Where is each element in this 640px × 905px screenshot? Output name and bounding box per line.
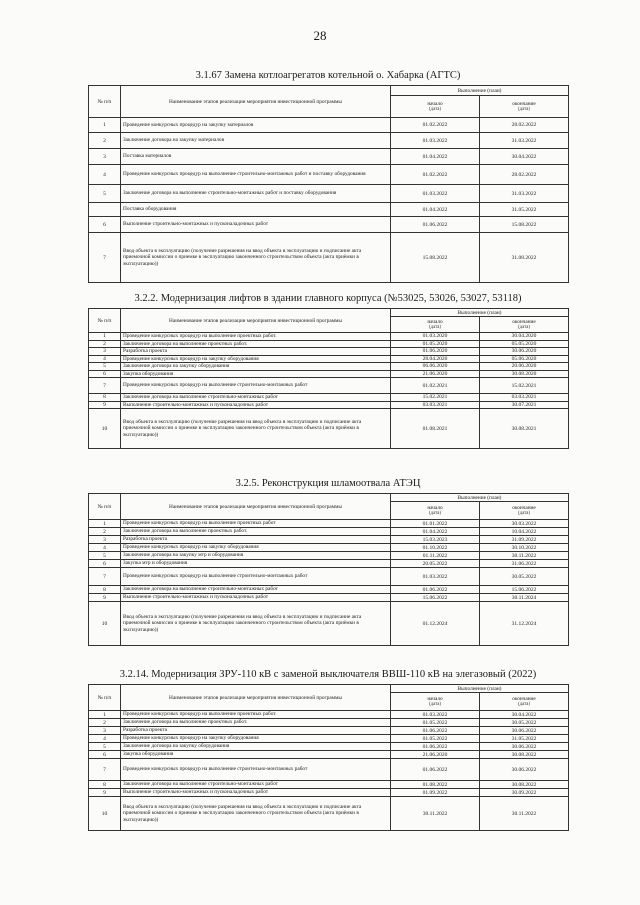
table-row bbox=[89, 602, 569, 646]
stage-name: Выполнение строительно-монтажных и пусконаладочных работ bbox=[121, 401, 391, 409]
col-header-stage-name: Наименование этапов реализации мероприятия инвестиционной программы bbox=[121, 494, 391, 520]
col-header-date-note: (дата) bbox=[429, 701, 441, 707]
stage-name: Заключение договора на закупку оборудования bbox=[121, 743, 391, 751]
row-number: 3 bbox=[89, 149, 121, 165]
row-number: 2 bbox=[89, 133, 121, 149]
start-date: 01.06.2022 bbox=[391, 727, 480, 735]
start-date: 01.11.2022 bbox=[391, 552, 480, 560]
end-date: 31.06.2022 bbox=[480, 560, 569, 568]
row-number: 4 bbox=[89, 355, 121, 363]
start-date: 01.06.2022 bbox=[391, 586, 480, 594]
col-header-start bbox=[391, 317, 480, 333]
row-number: 6 bbox=[89, 217, 121, 233]
row-number: 7 bbox=[89, 233, 121, 283]
start-date: 21.06.2020 bbox=[391, 370, 480, 378]
stage-name: Проведение конкурсных процедур на выполнение строительно-монтажных работ bbox=[121, 378, 391, 394]
end-date: 05.06.2020 bbox=[480, 355, 569, 363]
row-number: 10 bbox=[89, 602, 121, 646]
start-date: 01.01.2022 bbox=[391, 520, 480, 528]
col-header-end-label: окончание bbox=[512, 504, 536, 511]
table-row bbox=[89, 711, 569, 719]
start-date: 01.03.2022 bbox=[391, 185, 480, 203]
start-date: 01.02.2022 bbox=[391, 165, 480, 185]
col-header-start bbox=[391, 693, 480, 711]
section-title: 3.2.14. Модернизация ЗРУ-110 кВ с заменой выключателя ВВШ-110 кВ на элегазовый (2022) bbox=[119, 669, 537, 680]
section-boiler-replacement bbox=[88, 70, 568, 283]
table-row bbox=[89, 149, 569, 165]
end-date: 20.06.2020 bbox=[480, 363, 569, 371]
end-date: 03.03.2021 bbox=[480, 394, 569, 402]
row-number: 9 bbox=[89, 401, 121, 409]
row-number: 6 bbox=[89, 560, 121, 568]
start-date: 01.02.2021 bbox=[391, 378, 480, 394]
end-date: 28.02.2022 bbox=[480, 165, 569, 185]
table-row bbox=[89, 727, 569, 735]
start-date: 01.04.2022 bbox=[391, 203, 480, 217]
row-number: 10 bbox=[89, 409, 121, 449]
table-row bbox=[89, 751, 569, 759]
stage-name: Заключение договора на закупку оборудования bbox=[121, 363, 391, 371]
col-header-start-label: начало bbox=[427, 318, 443, 325]
table-row bbox=[89, 719, 569, 727]
row-number: 2 bbox=[89, 340, 121, 348]
col-header-stage-name: Наименование этапов реализации мероприятия инвестиционной программы bbox=[121, 86, 391, 118]
table-row bbox=[89, 340, 569, 348]
end-date: 15.06.2022 bbox=[480, 586, 569, 594]
section-title: 3.2.2. Модернизация лифтов в здании главного корпуса (№53025, 53026, 53027, 53118) bbox=[134, 293, 522, 304]
stage-name: Заключение договора на выполнение проектных работ. bbox=[121, 719, 391, 727]
start-date: 01.03.2022 bbox=[391, 568, 480, 586]
col-header-date-note: (дата) bbox=[518, 324, 530, 330]
row-number: 3 bbox=[89, 536, 121, 544]
table-row bbox=[89, 401, 569, 409]
end-date: 30.04.2022 bbox=[480, 149, 569, 165]
end-date: 30.11.2022 bbox=[480, 797, 569, 831]
end-date: 30.08.2021 bbox=[480, 409, 569, 449]
stage-name: Выполнение строительно-монтажных и пусконаладочных работ bbox=[121, 789, 391, 797]
col-header-date-note: (дата) bbox=[429, 510, 441, 516]
table-row bbox=[89, 165, 569, 185]
end-date: 31.08.2022 bbox=[480, 233, 569, 283]
start-date: 01.05.2020 bbox=[391, 340, 480, 348]
stage-name: Ввод объекта в эксплуатацию (получение разрешения на ввод объекта в эксплуатацию и подписание акта приемочной комиссии о приемке в эксплуатацию законченного строительством объекта (акта приёмки в эксплуатацию)) bbox=[121, 602, 391, 646]
end-date: 30.06.2022 bbox=[480, 759, 569, 781]
stage-name: Проведение конкурсных процедур на закупку оборудования bbox=[121, 735, 391, 743]
row-number: 4 bbox=[89, 544, 121, 552]
start-date: 01.05.2022 bbox=[391, 735, 480, 743]
end-date: 31.05.2022 bbox=[480, 735, 569, 743]
row-number: 8 bbox=[89, 781, 121, 789]
row-number: 5 bbox=[89, 552, 121, 560]
col-header-number: № п/п bbox=[89, 494, 121, 520]
col-header-end-label: окончание bbox=[512, 100, 536, 107]
stage-name: Разработка проекта bbox=[121, 536, 391, 544]
col-header-end bbox=[480, 96, 569, 118]
stage-name: Проведение конкурсных процедур на закупку оборудования bbox=[121, 544, 391, 552]
table-row bbox=[89, 552, 569, 560]
col-header-number: № п/п bbox=[89, 685, 121, 711]
start-date: 01.12.2024 bbox=[391, 602, 480, 646]
start-date: 01.09.2022 bbox=[391, 789, 480, 797]
end-date: 31.12.2024 bbox=[480, 602, 569, 646]
start-date: 01.02.2022 bbox=[391, 118, 480, 133]
end-date: 10.04.2022 bbox=[480, 528, 569, 536]
table-row bbox=[89, 759, 569, 781]
start-date: 01.04.2022 bbox=[391, 149, 480, 165]
end-date: 31.03.2022 bbox=[480, 185, 569, 203]
table-row bbox=[89, 363, 569, 371]
col-header-end bbox=[480, 317, 569, 333]
end-date: 30.08.2020 bbox=[480, 370, 569, 378]
row-number: 7 bbox=[89, 759, 121, 781]
stage-name: Проведение конкурсных процедур на выполнение проектных работ bbox=[121, 520, 391, 528]
col-header-stage-name: Наименование этапов реализации мероприятия инвестиционной программы bbox=[121, 309, 391, 333]
end-date: 30.08.2022 bbox=[480, 751, 569, 759]
table-row bbox=[89, 118, 569, 133]
col-header-plan: Выполнение (план) bbox=[391, 494, 569, 502]
row-number: 5 bbox=[89, 363, 121, 371]
col-header-start-label: начало bbox=[427, 504, 443, 511]
end-date: 30.06.2022 bbox=[480, 743, 569, 751]
end-date: 30.06.2022 bbox=[480, 727, 569, 735]
start-date: 01.10.2022 bbox=[391, 544, 480, 552]
stage-name: Заключение договора на закупку мтр и оборудования bbox=[121, 552, 391, 560]
section-title: 3.1.67 Замена котлоагрегатов котельной о. Хабарка (АГТС) bbox=[195, 70, 461, 81]
section-sludge-reconstruction bbox=[88, 478, 568, 646]
section-title: 3.2.5. Реконструкция шламоотвала АТЭЦ bbox=[235, 478, 421, 489]
end-date: 31.03.2022 bbox=[480, 133, 569, 149]
end-date: 30.06.2020 bbox=[480, 348, 569, 356]
end-date: 30.11.2024 bbox=[480, 594, 569, 602]
stage-name: Проведение конкурсных процедур на выполнение строительно-монтажных работ bbox=[121, 568, 391, 586]
stage-name: Выполнение строительно-монтажных и пусконаладочных работ bbox=[121, 594, 391, 602]
col-header-date-note: (дата) bbox=[429, 324, 441, 330]
end-date: 31.09.2022 bbox=[480, 536, 569, 544]
stage-name: Проведение конкурсных процедур на закупку оборудования bbox=[121, 355, 391, 363]
stage-name: Проведение конкурсных процедур на выполнение проектных работ. bbox=[121, 333, 391, 341]
end-date: 05.05.2020 bbox=[480, 340, 569, 348]
row-number bbox=[89, 203, 121, 217]
table-row bbox=[89, 735, 569, 743]
row-number: 8 bbox=[89, 394, 121, 402]
col-header-end-label: окончание bbox=[512, 318, 536, 325]
end-date: 30.05.2022 bbox=[480, 719, 569, 727]
stages-table bbox=[88, 85, 569, 283]
stages-table bbox=[88, 493, 569, 646]
stage-name: Ввод объекта в эксплуатацию (получение разрешения на ввод объекта в эксплуатацию и подписание акта приемочной комиссии о приемке в эксплуатацию законченного строительством объекта (акта приёмки в эксплуатацию)) bbox=[121, 409, 391, 449]
stage-name: Ввод объекта в эксплуатацию (получение разрешения на ввод объекта в эксплуатацию и подписание акта приемочной комиссии о приемке в эксплуатацию законченного строительством объекта (акта приёмки в эксплуатацию)) bbox=[121, 233, 391, 283]
start-date: 15.02.2021 bbox=[391, 394, 480, 402]
stage-name: Закупка оборудования bbox=[121, 751, 391, 759]
start-date: 01.06.2022 bbox=[391, 743, 480, 751]
start-date: 15.03.2023 bbox=[391, 536, 480, 544]
end-date: 30.07.2021 bbox=[480, 401, 569, 409]
table-row bbox=[89, 378, 569, 394]
start-date: 01.05.2022 bbox=[391, 719, 480, 727]
start-date: 01.06.2022 bbox=[391, 217, 480, 233]
stage-name: Заключение договора на выполнение строительно-монтажных работ и поставку оборудования bbox=[121, 185, 391, 203]
stage-name: Проведение конкурсных процедур на закупку материалов bbox=[121, 118, 391, 133]
col-header-number: № п/п bbox=[89, 309, 121, 333]
end-date: 30.04.2020 bbox=[480, 333, 569, 341]
start-date: 01.06.2022 bbox=[391, 759, 480, 781]
table-row bbox=[89, 217, 569, 233]
row-number: 6 bbox=[89, 751, 121, 759]
row-number: 5 bbox=[89, 743, 121, 751]
start-date: 01.03.2022 bbox=[391, 711, 480, 719]
col-header-start-label: начало bbox=[427, 100, 443, 107]
col-header-plan: Выполнение (план) bbox=[391, 86, 569, 96]
stage-name: Ввод объекта в эксплуатацию (получение разрешения на ввод объекта в эксплуатацию и подписание акта приемочной комиссии о приемке в эксплуатацию законченного строительством объекта (акта приёмки в эксплуатацию)) bbox=[121, 797, 391, 831]
row-number: 1 bbox=[89, 118, 121, 133]
table-row bbox=[89, 348, 569, 356]
end-date: 30.11.2022 bbox=[480, 552, 569, 560]
stage-name: Разработка проекта bbox=[121, 727, 391, 735]
row-number: 1 bbox=[89, 333, 121, 341]
stages-table bbox=[88, 308, 569, 449]
row-number: 6 bbox=[89, 370, 121, 378]
col-header-end-label: окончание bbox=[512, 695, 536, 702]
col-header-start bbox=[391, 502, 480, 520]
table-row bbox=[89, 781, 569, 789]
stage-name: Заключение договора на выполнение проектных работ. bbox=[121, 528, 391, 536]
stage-name: Проведение конкурсных процедур на выполнение строительно-монтажных работ и поставку оборудования bbox=[121, 165, 391, 185]
page-number: 28 bbox=[313, 28, 327, 43]
table-row bbox=[89, 586, 569, 594]
start-date: 30.11.2022 bbox=[391, 797, 480, 831]
row-number: 3 bbox=[89, 727, 121, 735]
row-number: 7 bbox=[89, 568, 121, 586]
row-number: 5 bbox=[89, 185, 121, 203]
row-number: 4 bbox=[89, 735, 121, 743]
end-date: 30.04.2022 bbox=[480, 711, 569, 719]
stage-name: Закупка оборудования bbox=[121, 370, 391, 378]
start-date: 01.08.2021 bbox=[391, 409, 480, 449]
table-row bbox=[89, 789, 569, 797]
end-date: 30.10.2022 bbox=[480, 544, 569, 552]
col-header-end bbox=[480, 693, 569, 711]
table-row bbox=[89, 594, 569, 602]
end-date: 30.05.2022 bbox=[480, 568, 569, 586]
stage-name: Проведение конкурсных процедур на выполнение проектных работ. bbox=[121, 711, 391, 719]
table-row bbox=[89, 185, 569, 203]
stage-name: Заключение договора на выполнение строительно-монтажных работ bbox=[121, 394, 391, 402]
table-row bbox=[89, 394, 569, 402]
stage-name: Поставка материалов bbox=[121, 149, 391, 165]
start-date: 15.06.2022 bbox=[391, 594, 480, 602]
end-date: 15.02.2021 bbox=[480, 378, 569, 394]
start-date: 15.08.2022 bbox=[391, 233, 480, 283]
end-date: 30.03.2022 bbox=[480, 520, 569, 528]
table-row bbox=[89, 355, 569, 363]
stage-name: Заключение договора на выполнение строительно-монтажных работ bbox=[121, 586, 391, 594]
stage-name: Проведение конкурсных процедур на выполнение строительно-монтажных работ bbox=[121, 759, 391, 781]
stages-table bbox=[88, 684, 569, 831]
row-number: 2 bbox=[89, 719, 121, 727]
table-row bbox=[89, 743, 569, 751]
row-number: 9 bbox=[89, 594, 121, 602]
row-number: 9 bbox=[89, 789, 121, 797]
col-header-plan: Выполнение (план) bbox=[391, 685, 569, 693]
row-number: 2 bbox=[89, 528, 121, 536]
table-row bbox=[89, 528, 569, 536]
section-elevator-modernization bbox=[88, 293, 568, 449]
table-row bbox=[89, 370, 569, 378]
table-row bbox=[89, 203, 569, 217]
section-switchgear-modernization bbox=[88, 669, 568, 831]
table-row bbox=[89, 536, 569, 544]
row-number: 1 bbox=[89, 711, 121, 719]
table-row bbox=[89, 544, 569, 552]
stage-name: Разработка проекта bbox=[121, 348, 391, 356]
col-header-stage-name: Наименование этапов реализации мероприятия инвестиционной программы bbox=[121, 685, 391, 711]
end-date: 31.05.2022 bbox=[480, 203, 569, 217]
table-row bbox=[89, 797, 569, 831]
start-date: 03.03.2021 bbox=[391, 401, 480, 409]
start-date: 21.06.2020 bbox=[391, 751, 480, 759]
start-date: 01.03.2020 bbox=[391, 333, 480, 341]
table-row bbox=[89, 409, 569, 449]
col-header-date-note: (дата) bbox=[518, 701, 530, 707]
end-date: 30.09.2022 bbox=[480, 789, 569, 797]
stage-name: Заключение договора на выполнение проектных работ. bbox=[121, 340, 391, 348]
table-row bbox=[89, 333, 569, 341]
col-header-date-note: (дата) bbox=[518, 510, 530, 516]
start-date: 01.03.2022 bbox=[391, 133, 480, 149]
col-header-number: № п/п bbox=[89, 86, 121, 118]
stage-name: Заключение договора на закупку материалов bbox=[121, 133, 391, 149]
end-date: 28.02.2022 bbox=[480, 118, 569, 133]
start-date: 20.05.2022 bbox=[391, 560, 480, 568]
col-header-plan: Выполнение (план) bbox=[391, 309, 569, 317]
table-row bbox=[89, 233, 569, 283]
table-row bbox=[89, 133, 569, 149]
col-header-start bbox=[391, 96, 480, 118]
table-row bbox=[89, 560, 569, 568]
table-row bbox=[89, 568, 569, 586]
row-number: 4 bbox=[89, 165, 121, 185]
col-header-end bbox=[480, 502, 569, 520]
stage-name: Закупка мтр и оборудования bbox=[121, 560, 391, 568]
end-date: 15.08.2022 bbox=[480, 217, 569, 233]
end-date: 30.08.2022 bbox=[480, 781, 569, 789]
table-row bbox=[89, 520, 569, 528]
row-number: 7 bbox=[89, 378, 121, 394]
row-number: 8 bbox=[89, 586, 121, 594]
row-number: 10 bbox=[89, 797, 121, 831]
col-header-date-note: (дата) bbox=[518, 106, 530, 112]
start-date: 01.06.2020 bbox=[391, 348, 480, 356]
row-number: 3 bbox=[89, 348, 121, 356]
row-number: 1 bbox=[89, 520, 121, 528]
stage-name: Выполнение строительно-монтажных и пусконаладочных работ bbox=[121, 217, 391, 233]
col-header-date-note: (дата) bbox=[429, 106, 441, 112]
start-date: 28.04.2020 bbox=[391, 355, 480, 363]
start-date: 06.06.2020 bbox=[391, 363, 480, 371]
start-date: 01.08.2022 bbox=[391, 781, 480, 789]
start-date: 01.04.2022 bbox=[391, 528, 480, 536]
stage-name: Заключение договора на выполнение строительно-монтажных работ bbox=[121, 781, 391, 789]
col-header-start-label: начало bbox=[427, 695, 443, 702]
stage-name: Поставка оборудования bbox=[121, 203, 391, 217]
